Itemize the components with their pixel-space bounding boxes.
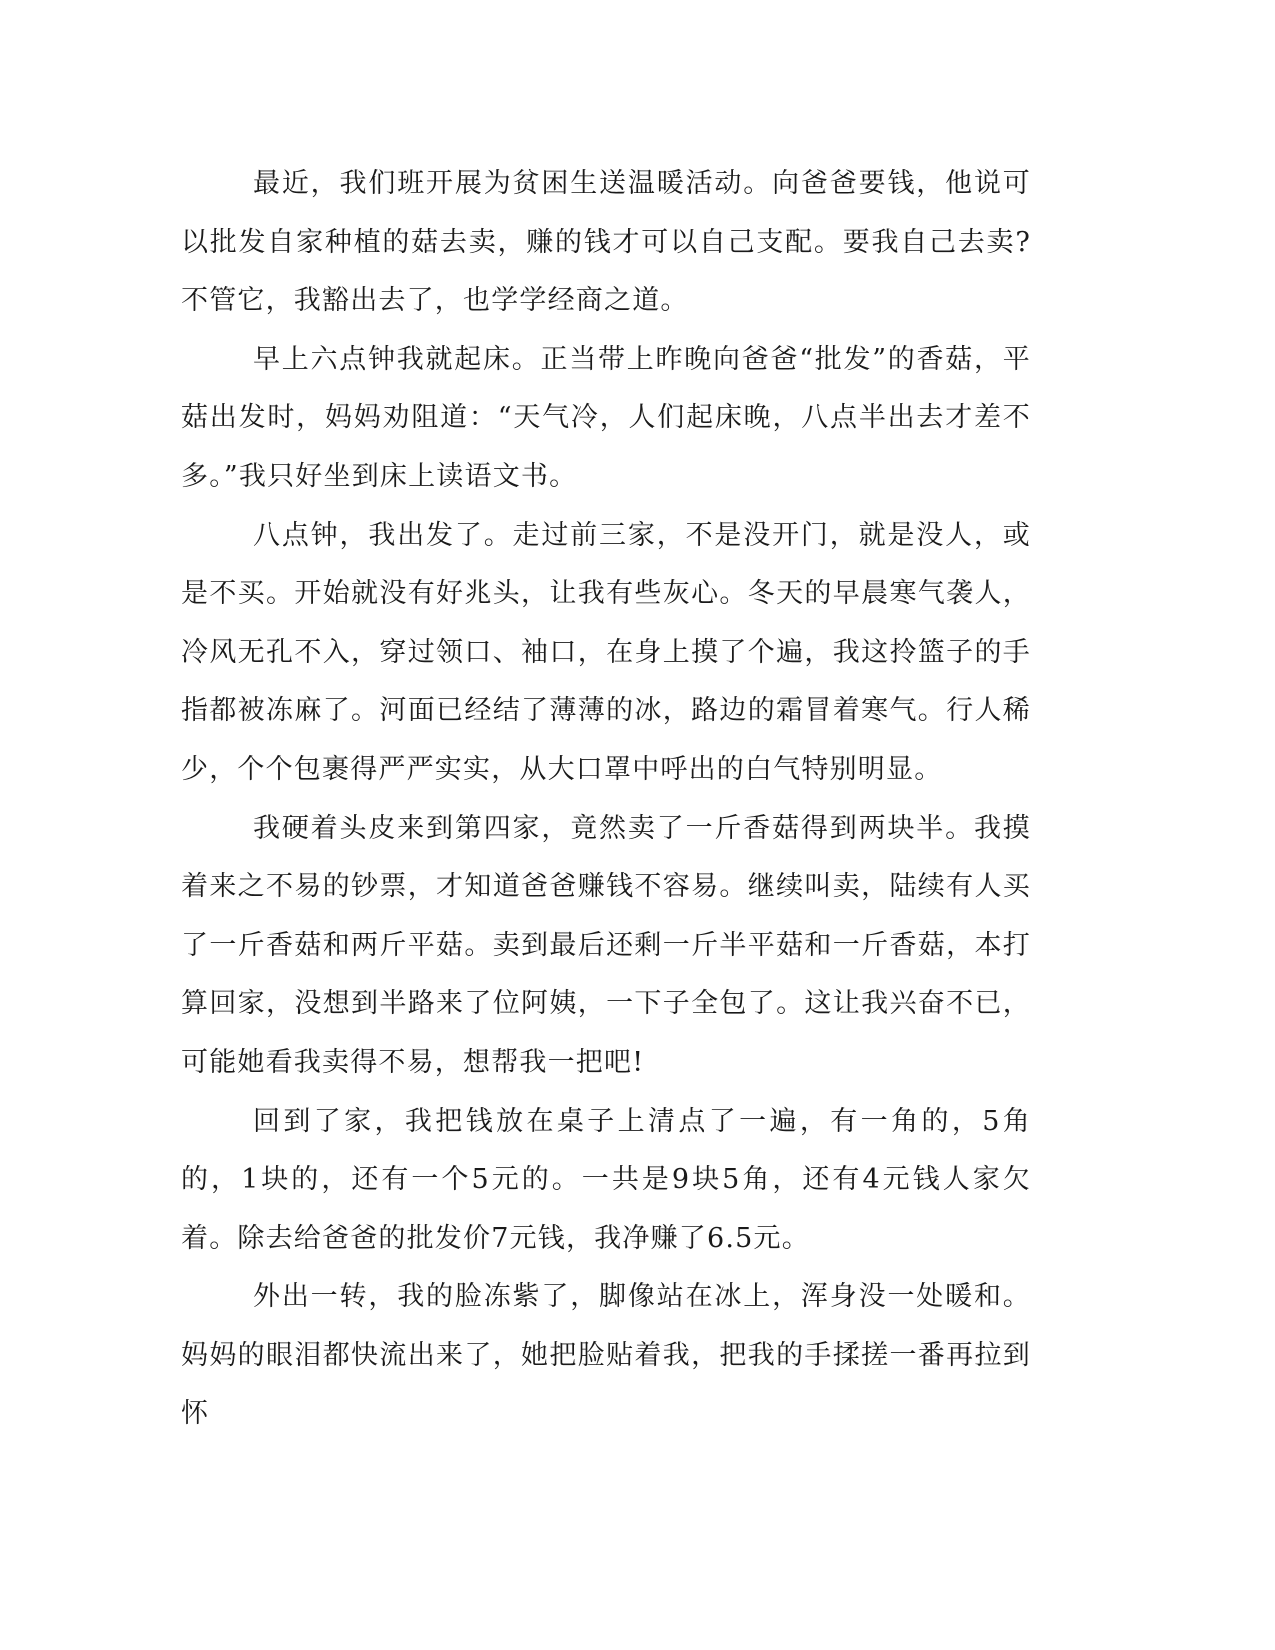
paragraph-6: 外出一转，我的脸冻紫了，脚像站在冰上，浑身没一处暖和。妈妈的眼泪都快流出来了，她把脸贴着我，把我的手揉搓一番再拉到怀 <box>181 1281 1031 1430</box>
paragraph-4: 我硬着头皮来到第四家，竟然卖了一斤香菇得到两块半。我摸着来之不易的钞票，才知道爸爸赚钱不容易。继续叫卖，陆续有人买了一斤香菇和两斤平菇。卖到最后还剩一斤半平菇和一斤香菇，本打算回家，没想到半路来了位阿姨，一下子全包了。这让我兴奋不已，可能她看我卖得不易，想帮我一把吧! <box>181 812 1031 1078</box>
paragraph-1: 最近，我们班开展为贫困生送温暖活动。向爸爸要钱，他说可以批发自家种植的菇去卖，赚的钱才可以自己支配。要我自己去卖?不管它，我豁出去了，也学学经商之道。 <box>181 168 1031 317</box>
paragraph-5: 回到了家，我把钱放在桌子上清点了一遍，有一角的，5角的，1块的，还有一个5元的。一共是9块5角，还有4元钱人家欠着。除去给爸爸的批发价7元钱，我净赚了6.5元。 <box>181 1105 1031 1254</box>
paragraph-3: 八点钟，我出发了。走过前三家，不是没开门，就是没人，或是不买。开始就没有好兆头，让我有些灰心。冬天的早晨寒气袭人，冷风无孔不入，穿过领口、袖口，在身上摸了个遍，我这拎篮子的手指都被冻麻了。河面已经结了薄薄的冰，路边的霜冒着寒气。行人稀少，个个包裹得严严实实，从大口罩中呼出的白气特别明显。 <box>181 519 1031 785</box>
paragraph-2: 早上六点钟我就起床。正当带上昨晚向爸爸“批发”的香菇，平菇出发时，妈妈劝阻道：“天气冷，人们起床晚，八点半出去才差不多。”我只好坐到床上读语文书。 <box>181 343 1031 492</box>
document-body <box>181 155 1031 1444</box>
